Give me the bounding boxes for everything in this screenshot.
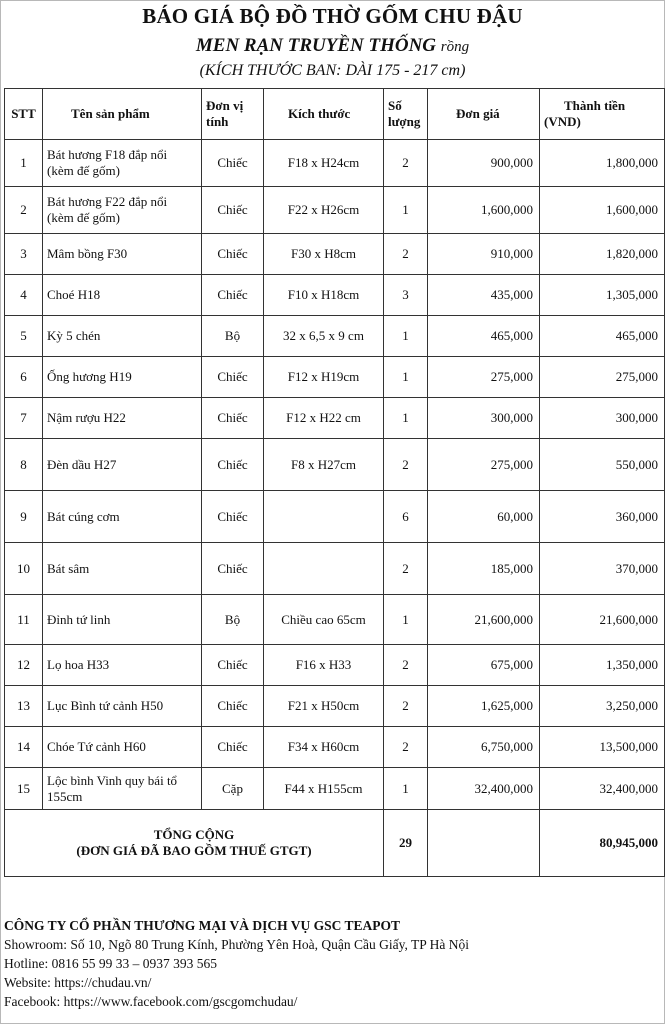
cell-dim bbox=[264, 543, 384, 595]
cell-total: 275,000 bbox=[540, 357, 665, 398]
cell-name bbox=[43, 140, 202, 187]
cell-total: 550,000 bbox=[540, 439, 665, 491]
header-total-line2: (VND) bbox=[544, 114, 581, 129]
cell-unit: Bộ bbox=[202, 595, 264, 645]
cell-qty: 3 bbox=[384, 275, 428, 316]
price-table bbox=[4, 88, 665, 877]
header-unit-line1: Đơn vị bbox=[206, 98, 244, 113]
cell-qty: 1 bbox=[384, 768, 428, 810]
cell-name-line1: Ống hương H19 bbox=[47, 369, 132, 384]
cell-name bbox=[43, 187, 202, 234]
header-price: Đơn giá bbox=[428, 89, 540, 140]
cell-dim: F16 x H33 bbox=[264, 645, 384, 686]
cell-price: 6,750,000 bbox=[428, 727, 540, 768]
cell-qty: 1 bbox=[384, 187, 428, 234]
header-total-line1: Thành tiền bbox=[564, 98, 626, 113]
cell-total: 1,305,000 bbox=[540, 275, 665, 316]
cell-qty: 1 bbox=[384, 398, 428, 439]
cell-price: 675,000 bbox=[428, 645, 540, 686]
header-dim: Kích thước bbox=[264, 89, 384, 140]
cell-qty: 2 bbox=[384, 140, 428, 187]
cell-total: 370,000 bbox=[540, 543, 665, 595]
cell-stt: 6 bbox=[5, 357, 43, 398]
cell-name bbox=[43, 316, 202, 357]
cell-name-line1: Nậm rượu H22 bbox=[47, 410, 126, 425]
cell-stt: 13 bbox=[5, 686, 43, 727]
cell-dim: F8 x H27cm bbox=[264, 439, 384, 491]
total-row bbox=[5, 810, 665, 877]
cell-name-line1: Kỳ 5 chén bbox=[47, 328, 101, 343]
cell-name-line1: Chóe Tứ cảnh H60 bbox=[47, 739, 146, 754]
table-row bbox=[5, 595, 665, 645]
cell-unit: Chiếc bbox=[202, 357, 264, 398]
cell-name-line1: Bát hương F22 đắp nổi bbox=[47, 194, 168, 209]
cell-stt: 4 bbox=[5, 275, 43, 316]
table-header-row bbox=[5, 89, 665, 140]
cell-unit: Chiếc bbox=[202, 686, 264, 727]
cell-stt: 11 bbox=[5, 595, 43, 645]
cell-name bbox=[43, 398, 202, 439]
cell-price: 1,625,000 bbox=[428, 686, 540, 727]
header-qty-line2: lượng bbox=[388, 114, 421, 129]
table-row bbox=[5, 275, 665, 316]
cell-dim: F12 x H22 cm bbox=[264, 398, 384, 439]
cell-qty: 2 bbox=[384, 727, 428, 768]
cell-name-line1: Bát sâm bbox=[47, 560, 90, 576]
cell-price: 275,000 bbox=[428, 357, 540, 398]
header-stt: STT bbox=[5, 89, 43, 140]
cell-unit: Chiếc bbox=[202, 398, 264, 439]
cell-stt: 14 bbox=[5, 727, 43, 768]
cell-dim: 32 x 6,5 x 9 cm bbox=[264, 316, 384, 357]
cell-price: 465,000 bbox=[428, 316, 540, 357]
total-label-line2: (ĐƠN GIÁ ĐÃ BAO GỒM THUẾ GTGT) bbox=[76, 843, 312, 858]
cell-unit: Chiếc bbox=[202, 543, 264, 595]
cell-price: 910,000 bbox=[428, 234, 540, 275]
cell-total: 465,000 bbox=[540, 316, 665, 357]
cell-name-line1: Đỉnh tứ linh bbox=[47, 611, 111, 627]
table-row bbox=[5, 645, 665, 686]
cell-dim: Chiều cao 65cm bbox=[264, 595, 384, 645]
cell-dim bbox=[264, 491, 384, 543]
cell-name-line2: (kèm đế gốm) bbox=[47, 210, 120, 225]
cell-unit: Bộ bbox=[202, 316, 264, 357]
cell-name bbox=[43, 686, 202, 727]
cell-total: 1,820,000 bbox=[540, 234, 665, 275]
table-row bbox=[5, 439, 665, 491]
table-row bbox=[5, 727, 665, 768]
cell-unit: Chiếc bbox=[202, 491, 264, 543]
document-title: BÁO GIÁ BỘ ĐỒ THỜ GỐM CHU ĐẬU bbox=[142, 4, 523, 28]
cell-total: 360,000 bbox=[540, 491, 665, 543]
cell-qty: 2 bbox=[384, 686, 428, 727]
cell-dim: F34 x H60cm bbox=[264, 727, 384, 768]
header-name: Tên sản phẩm bbox=[43, 89, 202, 140]
cell-unit: Chiếc bbox=[202, 645, 264, 686]
cell-price: 32,400,000 bbox=[428, 768, 540, 810]
cell-total: 32,400,000 bbox=[540, 768, 665, 810]
header-total bbox=[540, 89, 665, 140]
cell-price: 185,000 bbox=[428, 543, 540, 595]
cell-unit: Chiếc bbox=[202, 234, 264, 275]
header-qty-line1: Số bbox=[388, 98, 402, 113]
cell-name bbox=[43, 439, 202, 491]
cell-name-line1: Bát hương F18 đắp nổi bbox=[47, 147, 168, 162]
table-row bbox=[5, 140, 665, 187]
cell-qty: 6 bbox=[384, 491, 428, 543]
table-row bbox=[5, 234, 665, 275]
cell-qty: 2 bbox=[384, 645, 428, 686]
document-subtitle bbox=[0, 35, 665, 57]
hotline: Hotline: 0816 55 99 33 – 0937 393 565 bbox=[4, 956, 217, 971]
facebook-link[interactable]: Facebook: https://www.facebook.com/gscgomchudau/ bbox=[4, 994, 298, 1009]
cell-stt: 1 bbox=[5, 140, 43, 187]
cell-name-line1: Choé H18 bbox=[47, 287, 101, 302]
subtitle-note: rồng bbox=[440, 39, 470, 55]
cell-unit: Chiếc bbox=[202, 187, 264, 234]
table-row bbox=[5, 357, 665, 398]
cell-unit: Chiếc bbox=[202, 439, 264, 491]
cell-stt: 10 bbox=[5, 543, 43, 595]
cell-name-line1: Mâm bồng F30 bbox=[47, 246, 128, 261]
header-qty bbox=[384, 89, 428, 140]
total-amount: 80,945,000 bbox=[540, 810, 665, 877]
cell-qty: 1 bbox=[384, 316, 428, 357]
cell-stt: 5 bbox=[5, 316, 43, 357]
cell-total: 3,250,000 bbox=[540, 686, 665, 727]
cell-qty: 1 bbox=[384, 595, 428, 645]
cell-price: 435,000 bbox=[428, 275, 540, 316]
cell-total: 300,000 bbox=[540, 398, 665, 439]
table-row bbox=[5, 543, 665, 595]
cell-unit: Cặp bbox=[202, 768, 264, 810]
cell-name bbox=[43, 645, 202, 686]
cell-stt: 2 bbox=[5, 187, 43, 234]
table-row bbox=[5, 316, 665, 357]
cell-price: 1,600,000 bbox=[428, 187, 540, 234]
cell-price: 300,000 bbox=[428, 398, 540, 439]
cell-total: 1,800,000 bbox=[540, 140, 665, 187]
cell-total: 13,500,000 bbox=[540, 727, 665, 768]
cell-name-line1: Lọ hoa H33 bbox=[47, 657, 110, 672]
cell-name bbox=[43, 234, 202, 275]
cell-stt: 9 bbox=[5, 491, 43, 543]
table-row bbox=[5, 398, 665, 439]
total-qty: 29 bbox=[384, 810, 428, 877]
cell-name bbox=[43, 595, 202, 645]
cell-qty: 2 bbox=[384, 543, 428, 595]
cell-name-line2: 155cm bbox=[47, 788, 83, 804]
cell-stt: 12 bbox=[5, 645, 43, 686]
table-row bbox=[5, 768, 665, 810]
cell-name bbox=[43, 768, 202, 810]
cell-dim: F30 x H8cm bbox=[264, 234, 384, 275]
cell-dim: F10 x H18cm bbox=[264, 275, 384, 316]
cell-total: 21,600,000 bbox=[540, 595, 665, 645]
company-footer bbox=[4, 916, 662, 1011]
table-row bbox=[5, 187, 665, 234]
cell-stt: 15 bbox=[5, 768, 43, 810]
company-name: CÔNG TY CỔ PHẦN THƯƠNG MẠI VÀ DỊCH VỤ GSC TEAPOT bbox=[4, 918, 401, 933]
cell-name-line1: Lục Bình tứ cảnh H50 bbox=[47, 698, 164, 713]
cell-price: 21,600,000 bbox=[428, 595, 540, 645]
cell-name-line1: Đèn dầu H27 bbox=[47, 456, 117, 472]
cell-total: 1,600,000 bbox=[540, 187, 665, 234]
table-row bbox=[5, 491, 665, 543]
cell-name bbox=[43, 357, 202, 398]
cell-qty: 2 bbox=[384, 234, 428, 275]
cell-unit: Chiếc bbox=[202, 140, 264, 187]
cell-name bbox=[43, 275, 202, 316]
showroom-address: Showroom: Số 10, Ngõ 80 Trung Kính, Phường Yên Hoà, Quận Cầu Giấy, TP Hà Nội bbox=[4, 937, 469, 952]
cell-name-line2: (kèm đế gốm) bbox=[47, 163, 120, 178]
total-label bbox=[5, 810, 384, 877]
cell-name-line1: Lộc bình Vinh quy bái tổ bbox=[47, 772, 178, 788]
total-price-empty bbox=[428, 810, 540, 877]
subtitle-main: MEN RẠN TRUYỀN THỐNG bbox=[195, 35, 437, 56]
header-unit-line2: tính bbox=[206, 114, 229, 129]
cell-dim: F21 x H50cm bbox=[264, 686, 384, 727]
cell-qty: 1 bbox=[384, 357, 428, 398]
cell-stt: 8 bbox=[5, 439, 43, 491]
cell-dim: F44 x H155cm bbox=[264, 768, 384, 810]
header-unit bbox=[202, 89, 264, 140]
table-row bbox=[5, 686, 665, 727]
cell-name-line1: Bát cúng cơm bbox=[47, 508, 120, 524]
cell-dim: F18 x H24cm bbox=[264, 140, 384, 187]
cell-unit: Chiếc bbox=[202, 727, 264, 768]
cell-qty: 2 bbox=[384, 439, 428, 491]
cell-name bbox=[43, 543, 202, 595]
cell-stt: 7 bbox=[5, 398, 43, 439]
cell-price: 900,000 bbox=[428, 140, 540, 187]
cell-dim: F12 x H19cm bbox=[264, 357, 384, 398]
cell-name bbox=[43, 727, 202, 768]
cell-stt: 3 bbox=[5, 234, 43, 275]
cell-price: 275,000 bbox=[428, 439, 540, 491]
cell-price: 60,000 bbox=[428, 491, 540, 543]
table-size-note: (KÍCH THƯỚC BAN: DÀI 175 - 217 cm) bbox=[199, 62, 466, 79]
total-label-line1: TỔNG CỘNG bbox=[153, 827, 235, 842]
cell-total: 1,350,000 bbox=[540, 645, 665, 686]
cell-unit: Chiếc bbox=[202, 275, 264, 316]
cell-dim: F22 x H26cm bbox=[264, 187, 384, 234]
website-link[interactable]: Website: https://chudau.vn/ bbox=[4, 975, 152, 990]
cell-name bbox=[43, 491, 202, 543]
